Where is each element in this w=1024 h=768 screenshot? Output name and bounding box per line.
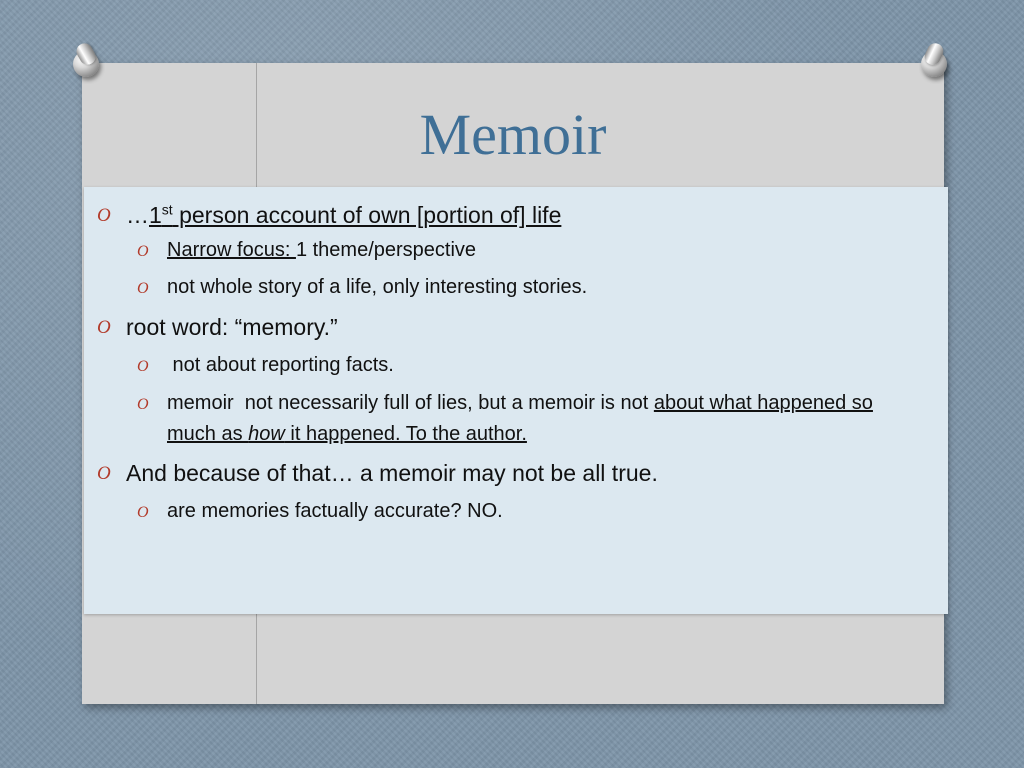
not-all-true-text: And because of that… a memoir may not be all true.	[126, 460, 658, 486]
bullet-icon: O	[137, 504, 149, 521]
bullet-not-all-true	[84, 459, 658, 488]
bullet-root-word	[84, 313, 338, 342]
sub-bullet-factually-accurate	[84, 496, 563, 527]
sub-bullet-not-reporting	[84, 350, 454, 381]
emphasis-italic: how	[248, 423, 285, 445]
bullet-first-person	[84, 201, 561, 230]
bullet-icon: O	[97, 463, 111, 484]
bullet-icon: O	[137, 243, 149, 260]
emphasis-part-1: about what happened so much as	[167, 392, 873, 445]
ordinal-suffix: st	[161, 201, 173, 218]
bullet-icon: O	[97, 317, 111, 338]
emphasis-part-2: it happened. To the author.	[284, 423, 527, 445]
content-box	[84, 187, 948, 614]
sub-bullet-not-whole-story	[84, 272, 647, 303]
right-pushpin-icon	[918, 45, 952, 79]
bullet-icon: O	[137, 358, 149, 375]
root-word-text: root word: “memory.”	[126, 314, 338, 340]
first-person-rest: person account of own [portion of] life	[172, 202, 562, 228]
bullet-icon: O	[137, 396, 149, 413]
not-whole-story-text: not whole story of a life, only interesting stories.	[167, 276, 588, 298]
memoir-lies-text: memoir not necessarily full of lies, but a memoir is not	[167, 392, 654, 414]
sub-bullet-narrow-focus	[84, 235, 536, 266]
bullet-icon: O	[137, 280, 149, 297]
narrow-focus-label: Narrow focus:	[167, 239, 296, 261]
not-reporting-text: not about reporting facts.	[167, 354, 394, 376]
first-person-text	[149, 202, 561, 228]
first-number: 1	[149, 202, 162, 228]
factually-accurate-text: are memories factually accurate? NO.	[167, 500, 503, 522]
ellipsis-text: …	[126, 202, 149, 228]
bullet-icon: O	[97, 205, 111, 226]
narrow-focus-rest: 1 theme/perspective	[295, 239, 477, 261]
slide-title: Memoir	[419, 102, 607, 167]
left-pushpin-icon	[70, 45, 104, 79]
sub-bullet-memoir-lies	[84, 388, 948, 450]
